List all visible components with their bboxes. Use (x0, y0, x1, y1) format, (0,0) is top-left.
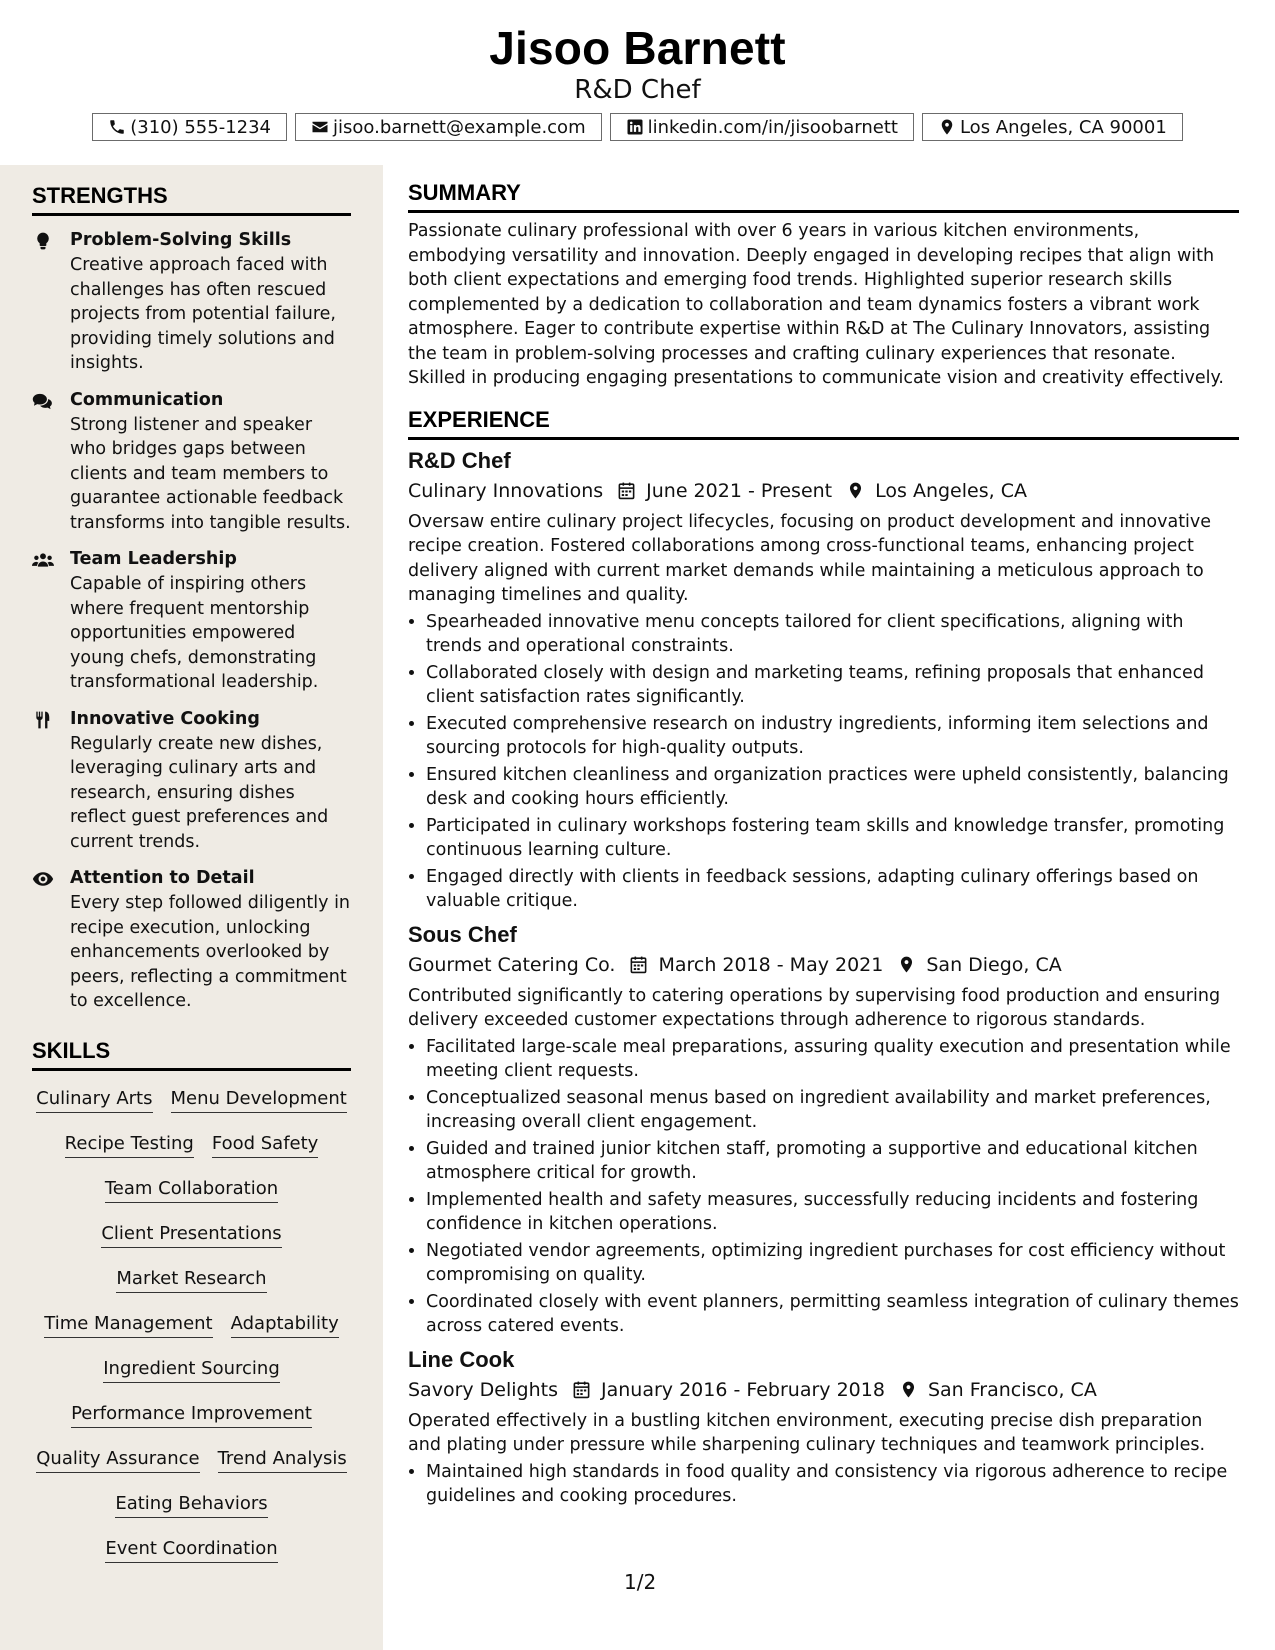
map-pin-icon (938, 118, 956, 136)
skill-tag: Food Safety (212, 1132, 318, 1158)
phone-text: (310) 555-1234 (130, 116, 272, 138)
summary-text: Passionate culinary professional with over 6 years in various kitchen environments, embodying versatility and innovation. Deeply engaged in developing recipes that align with both client expectations and emerging food trends. Highlighted superior research skills complemented by a dedication to collaboration and team dynamics fosters a vibrant work atmosphere. Eager to contribute expertise within R&D at The Culinary Innovators, assisting the team in problem-solving processes and crafting culinary experiences that resonate. Skilled in producing engaging presentations to communicate vision and creativity effectively. (408, 221, 1224, 388)
utensils-icon (32, 710, 54, 730)
job-meta (408, 1375, 1239, 1405)
eye-icon (32, 869, 54, 889)
bullet-item: • Coordinated closely with event planners, permitting seamless integration of culinary themes across catered events. (426, 1290, 1239, 1339)
users-icon (32, 550, 54, 570)
map-pin-icon (846, 481, 865, 500)
strength-title: Team Leadership (70, 549, 237, 569)
experience-heading: EXPERIENCE (408, 407, 1239, 440)
strengths-heading: STRENGTHS (32, 183, 351, 216)
job-entry (408, 1345, 1239, 1509)
bullet-item: • Facilitated large-scale meal preparations, assuring quality execution and presentation while meeting client requests. (426, 1035, 1239, 1084)
map-pin-icon (897, 955, 916, 974)
job-company: Savory Delights (408, 1378, 558, 1401)
job-location: San Francisco, CA (927, 1378, 1097, 1401)
strength-desc: Regularly create new dishes, leveraging culinary arts and research, ensuring dishes reflect guest preferences and current trends. (70, 733, 329, 852)
linkedin-icon (626, 118, 644, 136)
job-company: Gourmet Catering Co. (408, 953, 616, 976)
skills-heading: SKILLS (32, 1038, 351, 1071)
skill-tag: Adaptability (231, 1312, 339, 1338)
skill-tag: Event Coordination (105, 1537, 277, 1563)
job-bullets (408, 1035, 1239, 1339)
job-entry (408, 446, 1239, 914)
bullet-item: • Participated in culinary workshops fostering team skills and knowledge transfer, promoting continuous learning culture. (426, 814, 1239, 863)
job-meta (408, 950, 1239, 980)
bullet-item: • Spearheaded innovative menu concepts tailored for client specifications, aligning with trends and operational constraints. (426, 610, 1239, 659)
job-title: Sous Chef (408, 921, 517, 947)
strength-title: Communication (70, 389, 224, 410)
candidate-name: Jisoo Barnett (489, 22, 786, 74)
bullet-item: • Engaged directly with clients in feedback sessions, adapting culinary offerings based on valuable critique. (426, 865, 1239, 914)
job-meta (408, 476, 1239, 506)
main-content (408, 180, 1239, 1511)
bullet-item: • Negotiated vendor agreements, optimizing ingredient purchases for cost efficiency without compromising on quality. (426, 1239, 1239, 1288)
job-dates: March 2018 - May 2021 (658, 953, 884, 976)
strength-title: Innovative Cooking (70, 708, 260, 729)
comments-icon (32, 391, 54, 411)
phone-icon (108, 118, 126, 136)
page-number: 1/2 (624, 1570, 657, 1594)
strength-item (32, 228, 351, 376)
sidebar-content (32, 165, 351, 1563)
summary-heading: SUMMARY (408, 180, 1239, 213)
job-dates: June 2021 - Present (646, 479, 833, 502)
bullet-item: • Conceptualized seasonal menus based on ingredient availability and market preferences, increasing overall client engagement. (426, 1086, 1239, 1135)
job-location: San Diego, CA (926, 953, 1062, 976)
strength-desc: Strong listener and speaker who bridges gaps between clients and team members to guarantee actionable feedback transforms into tangible results. (70, 414, 351, 533)
strength-item (32, 547, 351, 695)
bullet-item: • Ensured kitchen cleanliness and organization practices were upheld consistently, balancing desk and cooking hours efficiently. (426, 763, 1239, 812)
skill-tag: Menu Development (171, 1087, 347, 1113)
bullet-item: • Guided and trained junior kitchen staff, promoting a supportive and educational kitchen atmosphere critical for growth. (426, 1137, 1239, 1186)
linkedin-text: linkedin.com/in/jisoobarnett (647, 116, 898, 138)
job-bullets (408, 610, 1239, 914)
job-description: Contributed significantly to catering operations by supervising food production and ensuring delivery exceeded customer expectations through adherence to rigorous standards. (408, 985, 1221, 1030)
bullet-item: • Collaborated closely with design and marketing teams, refining proposals that enhanced client satisfaction rates significantly. (426, 661, 1239, 710)
strength-item (32, 707, 351, 855)
strength-item (32, 388, 351, 536)
contact-linkedin[interactable] (610, 113, 914, 141)
sidebar (0, 165, 383, 1650)
calendar-icon (617, 481, 636, 500)
skill-tag: Client Presentations (101, 1222, 281, 1248)
job-title: Line Cook (408, 1346, 515, 1372)
skill-tag: Market Research (116, 1267, 266, 1293)
contact-location (922, 113, 1183, 141)
email-text: jisoo.barnett@example.com (333, 116, 586, 138)
calendar-icon (629, 955, 648, 974)
resume-header (0, 0, 1275, 141)
strength-title: Problem-Solving Skills (70, 230, 292, 250)
skill-tag: Recipe Testing (65, 1132, 194, 1158)
location-text: Los Angeles, CA 90001 (959, 116, 1167, 138)
job-dates: January 2016 - February 2018 (601, 1378, 885, 1401)
strength-title: Attention to Detail (70, 868, 255, 888)
contact-phone[interactable] (92, 113, 287, 141)
contact-email[interactable] (295, 113, 602, 141)
job-entry (408, 920, 1239, 1339)
skill-tag: Team Collaboration (105, 1177, 278, 1203)
skill-tag: Ingredient Sourcing (103, 1357, 280, 1383)
job-location: Los Angeles, CA (875, 479, 1027, 502)
skill-tag: Trend Analysis (218, 1447, 347, 1473)
skill-tag: Performance Improvement (71, 1402, 312, 1428)
skill-tag: Time Management (44, 1312, 212, 1338)
strength-item (32, 866, 351, 1014)
job-bullets (408, 1460, 1239, 1509)
calendar-icon (572, 1380, 591, 1399)
strength-desc: Capable of inspiring others where frequent mentorship opportunities empowered young chefs, demonstrating transformational leadership. (70, 574, 319, 692)
map-pin-icon (899, 1380, 918, 1399)
bullet-item: • Maintained high standards in food quality and consistency via rigorous adherence to recipe guidelines and cooking procedures. (426, 1460, 1239, 1509)
skill-tag: Culinary Arts (36, 1087, 152, 1113)
skills-list (32, 1087, 351, 1563)
bullet-item: • Implemented health and safety measures, successfully reducing incidents and fostering confidence in kitchen operations. (426, 1188, 1239, 1237)
skill-tag: Eating Behaviors (115, 1492, 267, 1518)
skill-tag: Quality Assurance (36, 1447, 199, 1473)
candidate-title: R&D Chef (574, 75, 701, 105)
envelope-icon (311, 118, 329, 136)
job-description: Oversaw entire culinary project lifecycles, focusing on product development and innovative recipe creation. Fostered collaborations among cross-functional teams, enhancing project delivery aligned with current market demands while maintaining a meticulous approach to managing timelines and quality. (408, 511, 1212, 605)
job-description: Operated effectively in a bustling kitchen environment, executing precise dish preparation and plating under pressure while sharpening culinary techniques and teamwork principles. (408, 1410, 1206, 1455)
bullet-item: • Executed comprehensive research on industry ingredients, informing item selections and sourcing protocols for high-quality outputs. (426, 712, 1239, 761)
strength-desc: Every step followed diligently in recipe execution, unlocking enhancements overlooked by peers, reflecting a commitment to excellence. (70, 893, 351, 1011)
job-title: R&D Chef (408, 447, 511, 473)
lightbulb-icon (32, 231, 54, 251)
job-company: Culinary Innovations (408, 479, 604, 502)
strength-desc: Creative approach faced with challenges has often rescued projects from potential failure, providing timely solutions and insights. (70, 255, 336, 373)
contact-bar (0, 113, 1275, 141)
